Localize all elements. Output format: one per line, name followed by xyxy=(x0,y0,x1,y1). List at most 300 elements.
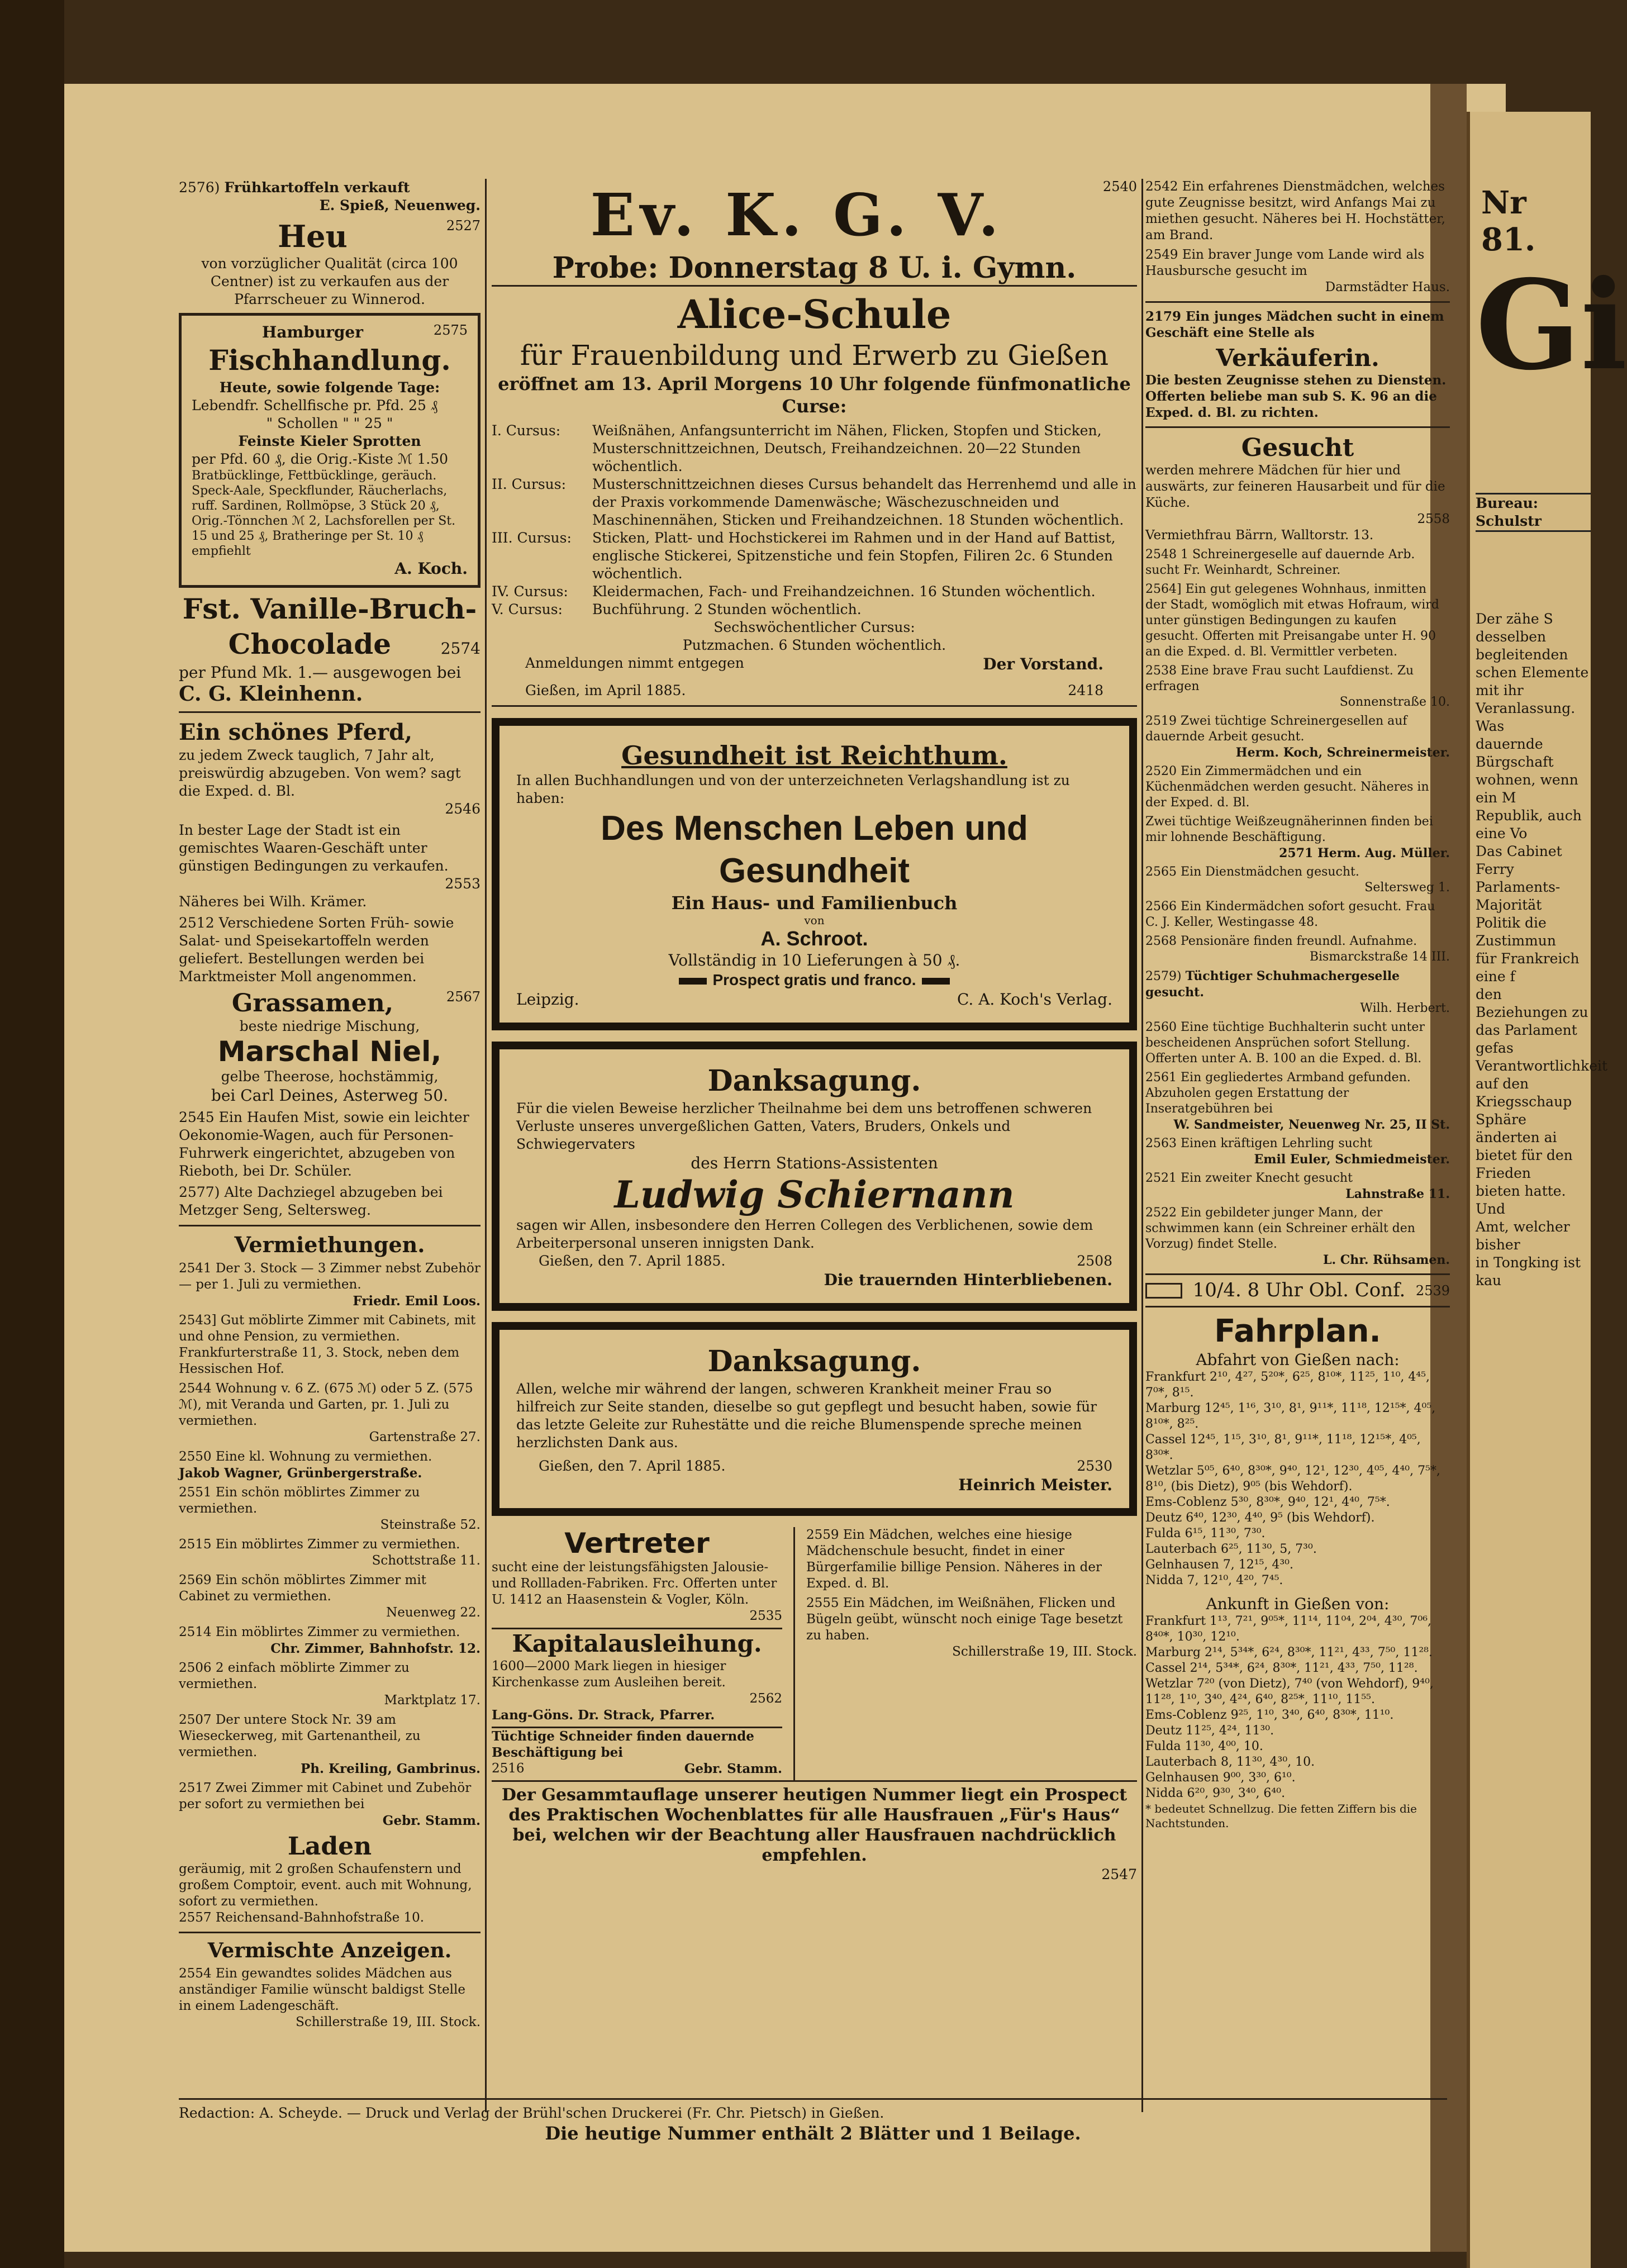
ad-text: Ein Dienstmädchen gesucht. xyxy=(1181,865,1359,879)
ad-number: 2548 xyxy=(1145,548,1177,562)
list-item xyxy=(179,1485,481,1533)
article-line: schen Elemente mit ihr xyxy=(1476,664,1589,698)
ad-signature: Friedr. Emil Loos. xyxy=(353,1294,481,1309)
article-line: bietet für den Frieden xyxy=(1476,1147,1573,1181)
ad-title: Gesucht xyxy=(1241,434,1354,462)
ad-text: 10/4. 8 Uhr Obl. Conf. xyxy=(1192,1279,1406,1301)
article-line: Amt, welcher bisher xyxy=(1476,1219,1570,1253)
ad-number: 2544 xyxy=(179,1381,212,1396)
ad-author: A. Schroot. xyxy=(760,927,868,950)
ad-number: 2522 xyxy=(1145,1206,1177,1220)
stellen-list xyxy=(1145,547,1450,1268)
curse-text: Weißnähen, Anfangsunterricht im Nähen, Flicken, Stopfen und Sticken, Musterschnittzeichnen, Deutsch, Freihandzeichnen. 20—22 Stunden wöchentlich. xyxy=(592,422,1102,474)
notice-beilage xyxy=(492,1780,1137,1884)
ad-line: Bratbücklinge, Fettbücklinge, geräuch. Speck-Aale, Speckflunder, Räucherlachs, ruff. Sardinen, Rollmöpse, 3 Stück 20 ₰, Orig.-Tönnchen ℳ 2, Lachsforellen per St. 15 und 25 ₰, Bratheringe per St. 10 ₰ empfiehlt xyxy=(192,469,456,558)
ad-text: Zwei tüchtige Schreinergesellen auf dauernde Arbeit gesucht. xyxy=(1145,714,1407,744)
ad-number: 2546 xyxy=(445,801,481,817)
ad-conf xyxy=(1145,1281,1450,1300)
fahrplan-line: Frankfurt 1¹³, 7²¹, 9⁰⁵*, 11¹⁴, 11⁰⁴, 2⁰⁴, 4³⁰, 7⁰⁶, 8⁴⁰*, 10³⁰, 12¹⁰. xyxy=(1145,1614,1432,1644)
ad-subtitle: für Frauenbildung und Erwerb zu Gießen xyxy=(520,339,1109,372)
ad-gesucht xyxy=(1145,434,1450,544)
article-line: für Frankreich eine f xyxy=(1476,950,1580,985)
list-item xyxy=(179,1712,481,1777)
fahrplan-line: Cassel 12⁴⁵, 1¹⁵, 3¹⁰, 8¹, 9¹¹*, 11¹⁸, 12¹⁵*, 4⁰⁵, 8³⁰*. xyxy=(1145,1433,1421,1462)
ad-number: 2547 xyxy=(1101,1866,1137,1882)
ad-number: 2559 xyxy=(806,1528,839,1542)
ad-signature: Gartenstraße 27. xyxy=(369,1430,481,1444)
ad-heu xyxy=(179,218,481,308)
ad-text: 1600—2000 Mark liegen in hiesiger Kirchenkasse zum Ausleihen bereit. xyxy=(492,1659,726,1690)
ad-text: zu jedem Zweck tauglich, 7 Jahr alt, preiswürdig abzugeben. Von wem? sagt die Exped. d. Bl. xyxy=(179,747,461,799)
ad-title: Heu xyxy=(278,218,348,254)
ad-signature: Die trauernden Hinterbliebenen. xyxy=(824,1271,1112,1289)
ad-text: Ein gebildeter junger Mann, der schwimmen kann (ein Schreiner erhält den Vorzug) findet Stelle. xyxy=(1145,1206,1415,1251)
ad-text: Ein Mädchen, im Weißnähen, Flicken und Bügeln geübt, wünscht noch einige Tage besetzt zu haben. xyxy=(806,1596,1123,1643)
fahrplan-heading: Abfahrt von Gießen nach: xyxy=(1196,1351,1400,1369)
bar-ornament xyxy=(679,978,707,985)
ad-2512 xyxy=(179,914,481,986)
ad-signature: Lang-Göns. Dr. Strack, Pfarrer. xyxy=(492,1708,715,1723)
ad-signature: C. G. Kleinhenn. xyxy=(179,682,363,706)
ad-signature: Bismarckstraße 14 III. xyxy=(1309,950,1450,964)
curse-text: Sticken, Platt- und Hochstickerei im Rahmen und in der Hand auf Battist, englische Stickerei, Spitzenstiche und fein Stopfen, Filiren 2c. 6 Stunden wöchentlich. xyxy=(592,530,1116,582)
curse-label: II. Cursus: xyxy=(492,476,567,492)
fahrplan-line: Ems-Coblenz 5³⁰, 8³⁰*, 9⁴⁰, 12¹, 4⁴⁰, 7⁵*. xyxy=(1145,1495,1390,1509)
ad-text: geräumig, mit 2 großen Schaufenstern und großem Comptoir, event. auch mit Wohnung, sofort zu vermiethen. xyxy=(179,1862,472,1909)
ad-signature: A. Koch. xyxy=(394,559,468,578)
ad-signature: 2571 Herm. Aug. Müller. xyxy=(1279,846,1450,860)
ad-pferd xyxy=(179,719,481,818)
section-title: Fahrplan. xyxy=(1214,1313,1381,1349)
ad-2545 xyxy=(179,1109,481,1180)
ad-number: 2539 xyxy=(1415,1282,1450,1299)
list-item xyxy=(1145,899,1450,930)
ad-text: Verschiedene Sorten Früh- sowie Salat- und Speisekartoffeln werden geliefert. Bestellungen werden bei Marktmeister Moll angenommen. xyxy=(179,915,454,985)
ad-text: Tüchtiger Schuhmachergeselle gesucht. xyxy=(1145,969,1400,1000)
ad-title: Grassamen, xyxy=(231,989,394,1017)
ad-text: Der Gesammtauflage unserer heutigen Nummer liegt ein Prospect des Praktischen Wochenblattes für alle Hausfrauen „Für's Haus“ bei, welchen wir der Beachtung aller Hausfrauen nachdrücklich empfehlen. xyxy=(501,1785,1128,1865)
list-item xyxy=(1145,308,1450,341)
article-line: Verantwortlichkeit xyxy=(1476,1058,1608,1074)
list-item xyxy=(1145,1070,1450,1133)
list-item xyxy=(1145,1205,1450,1268)
ad-signature: Schillerstraße 19, III. Stock. xyxy=(952,1644,1137,1659)
ad-text: Ein Mädchen, welches eine hiesige Mädchenschule besucht, findet in einer Bürgerfamilie billige Pension. Näheres in der Exped. d. Bl. xyxy=(806,1528,1102,1591)
ad-title: Fst. Vanille-Bruch- xyxy=(182,592,477,625)
ad-line: Gießen, den 7. April 1885. xyxy=(539,1458,726,1474)
ad-signature: L. Chr. Rühsamen. xyxy=(1322,1253,1450,1267)
ad-text: Ein gegliedertes Armband gefunden. Abzuholen gegen Erstattung der Inseratgebühren bei xyxy=(1145,1071,1411,1116)
ad-line: bei Carl Deines, Asterweg 50. xyxy=(211,1086,449,1105)
fahrplan-line: Deutz 6⁴⁰, 12³⁰, 4⁴⁰, 9⁵ (bis Wehdorf). xyxy=(1145,1511,1375,1525)
imprint-line: Die heutige Nummer enthält 2 Blätter und 1 Beilage. xyxy=(545,2123,1081,2144)
ad-line: Vollständig in 10 Lieferungen à 50 ₰. xyxy=(668,951,960,969)
curse-text: Kleidermachen, Fach- und Freihandzeichnen. 16 Stunden wöchentlich. xyxy=(592,583,1096,600)
list-item xyxy=(1145,814,1450,861)
imprint xyxy=(179,2098,1447,2145)
list-item xyxy=(492,583,1137,601)
ad-signature: Schillerstraße 19, III. Stock. xyxy=(296,2015,481,2029)
ad-text: In bester Lage der Stadt ist ein gemischtes Waaren-Geschäft unter günstigen Bedingungen zu verkaufen. xyxy=(179,822,449,874)
ad-number: 2519 xyxy=(1145,714,1177,728)
ad-signature: Reichensand-Bahnhofstraße 10. xyxy=(215,1910,425,1925)
ad-signature: Jakob Wagner, Grünbergerstraße. xyxy=(179,1466,422,1481)
article-line: Politik die Zustimmun xyxy=(1476,915,1556,949)
ad-text: Wohnung v. 6 Z. (675 ℳ) oder 5 Z. (575 ℳ), mit Veranda und Garten, pr. 1. Juli zu vermiethen. xyxy=(179,1381,473,1428)
ad-number: 2545 xyxy=(179,1109,215,1125)
article-line: dauernde Bürgschaft xyxy=(1476,736,1554,770)
fahrplan-line: Marburg 2¹⁴, 5³⁴*, 6²⁴, 8³⁰*, 11²¹, 4³³, 7⁵⁰, 11²⁸. xyxy=(1145,1646,1433,1660)
ad-evkgv xyxy=(492,179,1137,287)
ad-text: eröffnet am 13. April Morgens 10 Uhr folgende fünfmonatliche Curse: xyxy=(498,373,1131,417)
divider xyxy=(179,1932,481,1933)
list-item xyxy=(179,1381,481,1446)
list-item xyxy=(1145,1171,1450,1202)
ad-geschaeft xyxy=(179,821,481,911)
ad-title: Fischhandlung. xyxy=(208,344,451,377)
ad-number: 2566 xyxy=(1145,900,1177,914)
bottom-ads-left xyxy=(492,1527,782,1780)
ad-text: Der untere Stock Nr. 39 am Wieseckerweg, mit Gartenantheil, zu vermiethen. xyxy=(179,1713,421,1760)
list-item xyxy=(1145,247,1450,296)
ad-danksagung-1 xyxy=(492,1042,1137,1311)
fahrplan-line: Fulda 6¹⁵, 11³⁰, 7³⁰. xyxy=(1145,1527,1266,1540)
article-line: bieten hatte. Und xyxy=(1476,1183,1566,1217)
curse-label: IV. Cursus: xyxy=(492,583,568,600)
ad-text: Der 3. Stock — 3 Zimmer nebst Zubehör — per 1. Juli zu vermiethen. xyxy=(179,1261,481,1292)
list-item xyxy=(1145,934,1450,965)
ad-2554 xyxy=(179,1966,481,2031)
ad-signature: Chr. Zimmer, Bahnhofstr. 12. xyxy=(270,1641,481,1656)
fahrplan xyxy=(1145,1313,1450,1830)
ad-signature: Lahnstraße 11. xyxy=(1345,1187,1450,1201)
ad-2555 xyxy=(806,1595,1137,1660)
section-title: Vermiethungen. xyxy=(234,1232,425,1257)
ad-text: werden mehrere Mädchen für hier und auswärts, zur feineren Hausarbeit und für die Küche. xyxy=(1145,463,1445,510)
ad-title: Ev. K. G. V. xyxy=(590,180,1005,249)
ad-text: per Pfund Mk. 1.— ausgewogen bei xyxy=(179,663,462,682)
ad-number: 2506 xyxy=(179,1661,212,1675)
ad-text: Einen kräftigen Lehrling sucht xyxy=(1181,1137,1373,1150)
article-line: in Tongking ist kau xyxy=(1476,1254,1581,1288)
fahrplan-line: Fulda 11³⁰, 4⁰⁰, 10. xyxy=(1145,1739,1263,1753)
ad-line: " Schollen " " 25 " xyxy=(266,415,393,431)
article-line: Parlaments-Majorität xyxy=(1476,879,1561,913)
list-item xyxy=(492,529,1137,583)
ad-number: 2530 xyxy=(1077,1458,1112,1474)
fahrplan-line: Nidda 7, 12¹⁰, 4²⁰, 7⁴⁵. xyxy=(1145,1573,1283,1587)
fahrplan-heading: Ankunft in Gießen von: xyxy=(1206,1595,1390,1613)
ad-number: 2554 xyxy=(179,1966,212,1981)
ad-text: Tüchtige Schneider finden dauernde Beschäftigung bei xyxy=(492,1729,754,1760)
list-item xyxy=(179,1624,481,1657)
ad-signature: Gebr. Stamm. xyxy=(684,1761,782,1776)
ad-number: 2569 xyxy=(179,1573,212,1587)
ad-signature: Herm. Koch, Schreinermeister. xyxy=(1235,745,1450,760)
ad-signature: W. Sandmeister, Neuenweg Nr. 25, II St. xyxy=(1173,1118,1450,1132)
ad-text: Näheres bei Wilh. Krämer. xyxy=(179,893,367,910)
ad-title: Kapitalausleihung. xyxy=(512,1630,762,1657)
ad-number: 2574 xyxy=(440,639,481,658)
ad-number: 2542 xyxy=(1145,179,1178,194)
ad-number: 2562 xyxy=(749,1691,782,1706)
ad-text: In allen Buchhandlungen und von der unterzeichneten Verlagshandlung ist zu haben: xyxy=(516,772,1070,806)
ad-number: 2579) xyxy=(1145,969,1182,983)
ad-name: Ludwig Schiernann xyxy=(614,1173,1015,1216)
ad-text: Für die vielen Beweise herzlicher Theilnahme bei dem uns betroffenen schweren Verluste unseres unvergeßlichen Gatten, Vaters, Bruders, Onkels und Schwiegervaters xyxy=(516,1100,1092,1152)
ad-number: 2507 xyxy=(179,1713,212,1727)
ad-text: 2 einfach möblirte Zimmer zu vermiethen. xyxy=(179,1661,410,1691)
bottom-ads xyxy=(492,1527,1137,1780)
ad-number: 2557 xyxy=(179,1910,212,1925)
ad-text: Zwei tüchtige Weißzeugnäherinnen finden bei mir lohnende Beschäftigung. xyxy=(1145,815,1433,844)
ad-number: 2514 xyxy=(179,1625,212,1639)
section-title: Vermischte Anzeigen. xyxy=(207,1939,452,1962)
column-3 xyxy=(1145,179,1450,1830)
list-item xyxy=(1145,179,1450,244)
ad-number: 2515 xyxy=(179,1537,212,1552)
list-item xyxy=(1145,1136,1450,1167)
ad-number: 2568 xyxy=(1145,934,1177,948)
ad-number: 2567 xyxy=(446,989,481,1005)
ad-line: per Pfd. 60 ₰, die Orig.-Kiste ℳ 1.50 xyxy=(192,451,449,467)
ad-number: 2560 xyxy=(1145,1020,1177,1034)
ad-number: 2179 xyxy=(1145,309,1182,324)
bar-ornament xyxy=(922,978,950,985)
ad-signature: Steinstraße 52. xyxy=(380,1518,481,1532)
curse-label: III. Cursus: xyxy=(492,530,572,546)
article-line: Republik, auch eine Vo xyxy=(1476,807,1582,841)
ad-danksagung-2 xyxy=(492,1322,1137,1516)
fahrplan-line: Marburg 12⁴⁵, 1¹⁶, 3¹⁰, 8¹, 9¹¹*, 11¹⁸, 12¹⁵*, 4⁰⁵, 8¹⁰*, 8²⁵. xyxy=(1145,1401,1436,1431)
book-title: Des Menschen Leben und Gesundheit xyxy=(601,809,1028,890)
fahrplan-line: Ems-Coblenz 9²⁵, 1¹⁰, 3⁴⁰, 6⁴⁰, 8³⁰*, 11¹⁰. xyxy=(1145,1708,1394,1722)
column-rule xyxy=(793,1527,795,1780)
article-line: Das Cabinet Ferry xyxy=(1476,843,1562,877)
ad-text: Pensionäre finden freundl. Aufnahme. xyxy=(1181,934,1417,948)
ad-number: 2541 xyxy=(179,1261,212,1276)
ad-signature: Gebr. Stamm. xyxy=(382,1813,481,1828)
ad-line: gelbe Theerose, hochstämmig, xyxy=(221,1068,439,1085)
divider xyxy=(179,711,481,713)
ad-line: von xyxy=(804,914,825,927)
ad-gesundheit xyxy=(492,718,1137,1030)
ad-title: Danksagung. xyxy=(707,1344,921,1378)
article-line: wohnen, wenn ein M xyxy=(1476,772,1578,806)
ad-line: Feinste Kieler Sprotten xyxy=(238,433,421,449)
ad-text: Ein gut gelegenes Wohnhaus, inmitten der Stadt, womöglich mit etwas Hofraum, wird unter günstigen Bedingungen zu kaufen gesucht. Offerten mit Preisangabe unter H. 90 an die Exped. d. Bl. Vermittler verbeten. xyxy=(1145,582,1439,659)
curse-label: I. Cursus: xyxy=(492,422,561,439)
list-item xyxy=(179,1313,481,1377)
ad-signature: Der Vorstand. xyxy=(983,655,1103,673)
ad-number: 2540 xyxy=(1102,179,1137,194)
ad-schneider xyxy=(492,1727,782,1777)
list-item xyxy=(492,476,1137,529)
ad-number: 2558 xyxy=(1417,512,1450,526)
ad-text: Ein braver Junge vom Lande wird als Hausbursche gesucht im xyxy=(1145,248,1425,278)
article-line: Veranlassung. Was xyxy=(1476,700,1576,734)
ad-title: Gesundheit ist Reichthum. xyxy=(621,740,1007,771)
ad-number: 2563 xyxy=(1145,1137,1177,1150)
ad-number: 2575 xyxy=(433,322,468,338)
fahrplan-footnote: * bedeutet Schnellzug. Die fetten Ziffern bis die Nachtstunden. xyxy=(1145,1802,1417,1830)
ad-text: Ein möblirtes Zimmer zu vermiethen. xyxy=(215,1625,460,1639)
next-page-edge xyxy=(1467,112,1627,2268)
ad-text: Ein Kindermädchen sofort gesucht. Frau C. J. Keller, Westingasse 48. xyxy=(1145,900,1435,929)
ad-text: sucht eine der leistungsfähigsten Jalousie- und Rollladen-Fabriken. Frc. Offerten unter U. 1412 an Haasenstein & Vogler, Köln. xyxy=(492,1560,777,1607)
ad-text: Ein gewandtes solides Mädchen aus anständiger Familie wünscht baldigst Stelle in einem Ladengeschäft. xyxy=(179,1966,465,2013)
list-item xyxy=(492,422,1137,476)
ad-line: beste niedrige Mischung, xyxy=(239,1018,420,1034)
ad-verkaeuferin xyxy=(1145,344,1450,421)
divider xyxy=(1145,301,1450,303)
ad-text: Ein zweiter Knecht gesucht xyxy=(1181,1171,1353,1185)
ad-number: 2549 xyxy=(1145,248,1178,262)
ad-signature: Darmstädter Haus. xyxy=(1325,280,1450,294)
list-item xyxy=(1145,582,1450,660)
ad-2577 xyxy=(179,1183,481,1219)
article-line: den Beziehungen zu xyxy=(1476,986,1588,1020)
curse-label: V. Cursus: xyxy=(492,601,563,617)
divider xyxy=(1145,1273,1450,1275)
column-2 xyxy=(492,179,1137,1887)
ad-text: Alte Dachziegel abzugeben bei Metzger Seng, Seltersweg. xyxy=(179,1184,443,1218)
ad-number: 2555 xyxy=(806,1596,839,1610)
ad-number: 2508 xyxy=(1077,1253,1112,1269)
article-line: das Parlament gefas xyxy=(1476,1022,1577,1056)
prospect-text: Prospect gratis und franco. xyxy=(712,971,916,988)
ad-laden xyxy=(179,1832,481,1926)
ad-line: Putzmachen. 6 Stunden wöchentlich. xyxy=(682,637,946,653)
ad-line: des Herrn Stations-Assistenten xyxy=(691,1154,938,1172)
ad-number: 2517 xyxy=(179,1781,212,1795)
ad-number: 2535 xyxy=(749,1609,782,1623)
divider xyxy=(179,1225,481,1226)
ad-number: 2553 xyxy=(445,876,481,892)
ad-number: 2565 xyxy=(1145,865,1177,879)
ad-signature: Vermiethfrau Bärrn, Walltorstr. 13. xyxy=(1145,528,1374,543)
ad-title: Verkäuferin. xyxy=(1216,344,1379,372)
bottom-ads-right xyxy=(806,1527,1137,1780)
ad-signature: Neuenweg 22. xyxy=(386,1605,481,1620)
article-line: auf den Kriegsschaup xyxy=(1476,1076,1572,1110)
ad-signature: Marktplatz 17. xyxy=(384,1693,481,1708)
ad-grassamen xyxy=(179,989,481,1105)
ad-title: Alice-Schule xyxy=(677,291,952,337)
ad-signature: Wilh. Herbert. xyxy=(1360,1001,1450,1015)
ad-text: Ein möblirtes Zimmer zu vermiethen. xyxy=(215,1537,460,1552)
article-line: desselben begleitenden xyxy=(1476,629,1568,663)
ad-line: Gießen, im April 1885. xyxy=(525,682,686,698)
ad-title: Vertreter xyxy=(564,1527,710,1559)
ad-text: Probe: Donnerstag 8 U. i. Gymn. xyxy=(492,251,1137,287)
list-item xyxy=(1145,663,1450,710)
ad-text: Frühkartoffeln verkauft xyxy=(224,179,410,196)
ad-number: 2564] xyxy=(1145,582,1182,596)
ad-title: Ein schönes Pferd, xyxy=(179,719,413,745)
fahrplan-line: Nidda 6²⁰, 9³⁰, 3⁴⁰, 6⁴⁰. xyxy=(1145,1786,1286,1800)
column-1 xyxy=(179,179,481,2034)
ad-signature: Seltersweg 1. xyxy=(1364,881,1450,895)
list-item xyxy=(179,1537,481,1569)
article-line: Sphäre änderten ai xyxy=(1476,1111,1557,1145)
divider xyxy=(492,705,1137,707)
ad-chocolade xyxy=(179,592,481,706)
ad-number: 2543] xyxy=(179,1313,217,1328)
ad-vertreter xyxy=(492,1527,782,1624)
ad-signature: Schottstraße 11. xyxy=(372,1553,481,1568)
ad-title: Chocolade xyxy=(228,627,392,660)
list-item xyxy=(1145,714,1450,760)
ad-line: Lebendfr. Schellfische pr. Pfd. 25 ₰ xyxy=(192,397,438,413)
fahrplan-line: Lauterbach 6²⁵, 11³⁰, 5, 7³⁰. xyxy=(1145,1542,1317,1556)
ad-title: Danksagung. xyxy=(707,1064,921,1098)
ad-text: Die besten Zeugnisse stehen zu Diensten. Offerten beliebe man sub S. K. 96 an die Exped. d. Bl. zu richten. xyxy=(1145,373,1447,420)
ad-signature: C. A. Koch's Verlag. xyxy=(957,990,1112,1009)
ad-2576 xyxy=(179,179,481,215)
ad-line: Leipzig. xyxy=(516,990,579,1009)
list-item xyxy=(179,1572,481,1621)
right-article xyxy=(1476,610,1608,1290)
ad-text: Ein erfahrenes Dienstmädchen, welches gute Zeugnisse besitzt, wird Anfangs Mai zu miethen gesucht. Näheres bei H. Hochstätter, am Brand. xyxy=(1145,179,1445,243)
ad-number: 2521 xyxy=(1145,1171,1177,1185)
curse-text: Musterschnittzeichnen dieses Cursus behandelt das Herrenhemd und alle in der Praxis vorkommende Damenwäsche; Wäschezuschneiden und Maschinennähen, Sticken und Freihandzeichnen. 18 Stunden wöchentlich. xyxy=(592,476,1136,528)
ad-number: 2561 xyxy=(1145,1071,1177,1085)
ad-2559 xyxy=(806,1527,1137,1592)
ad-alice-schule xyxy=(492,291,1137,700)
ad-signature: E. Spieß, Neuenweg. xyxy=(319,197,481,213)
curse-text: Buchführung. 2 Stunden wöchentlich. xyxy=(592,601,862,617)
list-item xyxy=(1145,547,1450,578)
list-item xyxy=(1145,764,1450,811)
ad-subtitle: Ein Haus- und Familienbuch xyxy=(671,892,958,914)
ad-text: Ein schön möblirtes Zimmer zu vermiethen. xyxy=(179,1485,420,1516)
imprint-line: Redaction: A. Scheyde. — Druck und Verlag der Brühl'schen Druckerei (Fr. Chr. Pietsch) in Gießen. xyxy=(179,2105,884,2121)
ad-text: Allen, welche mir während der langen, schweren Krankheit meiner Frau so hilfreich zur Seite standen, dieselbe so gut gepflegt und besucht haben, sowie für das letzte Geleite zur Ruhestätte und die reiche Blumenspende spreche meinen herzlichsten Dank aus. xyxy=(516,1381,1097,1451)
ad-text: Zwei Zimmer mit Cabinet und Zubehör per sofort zu vermiethen bei xyxy=(179,1781,472,1811)
column-rule xyxy=(485,179,487,2112)
ad-number: 2516 xyxy=(492,1761,525,1776)
ad-text: sagen wir Allen, insbesondere den Herren Collegen des Verblichenen, sowie dem Arbeiterpersonal unseren innigsten Dank. xyxy=(516,1217,1093,1251)
frame-ornament xyxy=(1145,1283,1182,1299)
ad-text: Eine kl. Wohnung zu vermiethen. xyxy=(215,1449,432,1464)
ad-text: Gut möblirte Zimmer mit Cabinets, mit und ohne Pension, zu vermiethen. Frankfurterstraße 11, 3. Stock, neben dem Hessischen Hof. xyxy=(179,1313,476,1376)
divider xyxy=(1145,1306,1450,1307)
list-item xyxy=(492,601,1137,619)
curse-list xyxy=(492,422,1137,619)
ad-fischhandlung xyxy=(179,313,481,588)
fahrplan-line: Deutz 11²⁵, 4²⁴, 11³⁰. xyxy=(1145,1724,1274,1738)
list-item xyxy=(179,1660,481,1709)
divider xyxy=(1145,426,1450,428)
column-rule xyxy=(1141,179,1143,2112)
list-item xyxy=(1145,864,1450,896)
ad-text: Ein schön möblirtes Zimmer mit Cabinet zu vermiethen. xyxy=(179,1573,426,1604)
ad-number: 2520 xyxy=(1145,764,1177,778)
fahrplan-line: Cassel 2¹⁴, 5³⁴*, 6²⁴, 8³⁰*, 11²¹, 4³³, 7⁵⁰, 11²⁸. xyxy=(1145,1661,1418,1675)
ad-text: Ein Zimmermädchen und ein Küchenmädchen werden gesucht. Näheres in der Exped. d. Bl. xyxy=(1145,764,1429,810)
vermiethungen-list xyxy=(179,1261,481,1829)
issue-number: Nr 81. xyxy=(1481,184,1536,258)
left-margin-shadow xyxy=(0,0,64,2268)
ad-text: Eine brave Frau sucht Laufdienst. Zu erfragen xyxy=(1145,664,1414,693)
ad-number: 2576) xyxy=(179,179,220,196)
ad-line: Anmeldungen nimmt entgegen xyxy=(525,655,744,671)
ad-line xyxy=(516,970,1112,990)
ad-signature: Sonnenstraße 10. xyxy=(1339,695,1450,709)
ad-text: 1 Schreinergeselle auf dauernde Arb. sucht Fr. Weinhardt, Schreiner. xyxy=(1145,548,1415,577)
ad-number: 2577) xyxy=(179,1184,220,1200)
